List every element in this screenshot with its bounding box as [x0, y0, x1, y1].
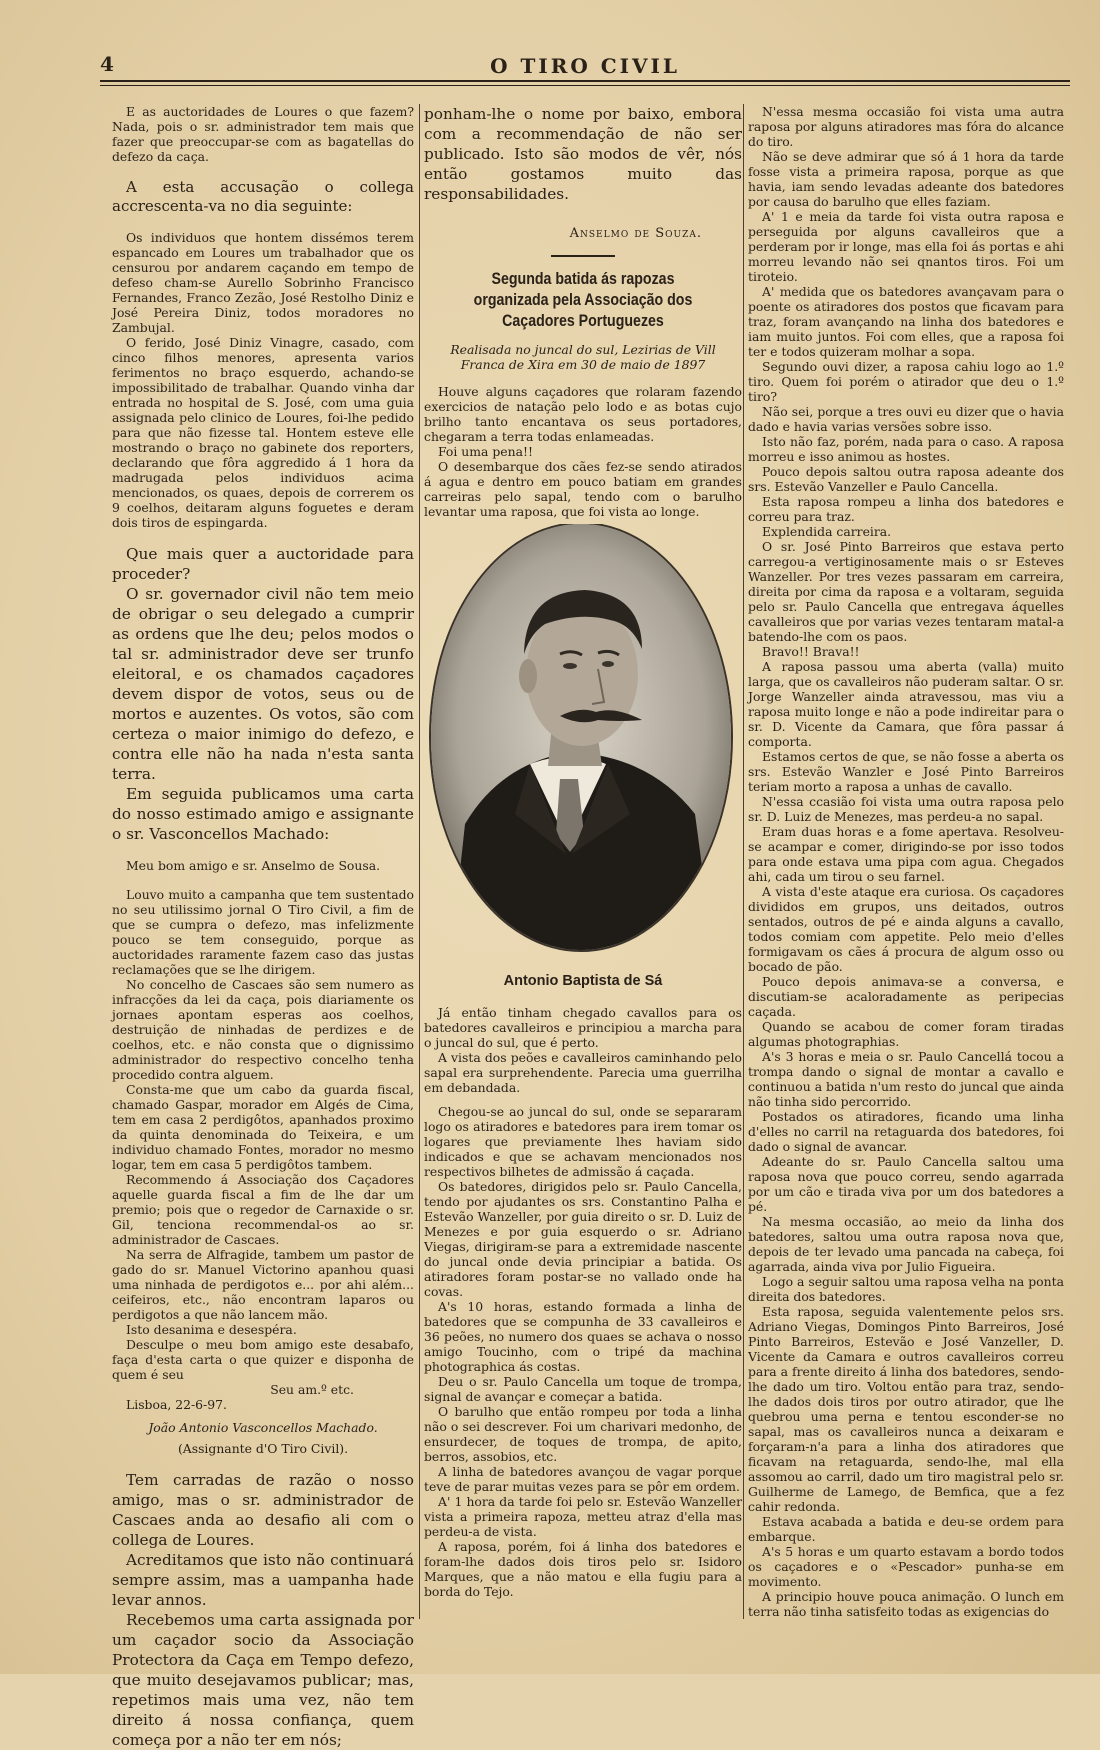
column-left [112, 104, 414, 1750]
paragraph: Não sei, porque a tres ouvi eu dizer que o havia dado e havia varias versões sobre isso. [748, 404, 1064, 434]
section-divider [551, 255, 615, 257]
paragraph: Que mais quer a auctoridade para proceder? [112, 545, 414, 583]
letter-note: (Assignante d'O Tiro Civil). [177, 1441, 349, 1456]
paragraph: O desembarque dos cães fez-se sendo atirados á agua e dentro em pouco batiam em grandes carreiras pelo sapal, tendo com o barulho levantar uma raposa, que foi vista ao longe. [424, 459, 742, 519]
paragraph: A' 1 e meia da tarde foi vista outra raposa e perseguida por alguns cavalleiros que a perderam por ir longe, mas ella foi ás portas e ahi morreu levando não sei qnantos tiros. Foi um tiroteio. [748, 209, 1064, 284]
page-header [100, 52, 1070, 92]
paragraph: N'essa mesma occasião foi vista uma autra raposa por alguns atiradores mas fóra do alcance do tiro. [748, 104, 1064, 149]
paragraph: Adeante do sr. Paulo Cancella saltou uma raposa nova que pouco correu, sendo agarrada por um cão e tirada viva por um dos batedores a pé. [748, 1154, 1064, 1214]
paragraph: O sr. governador civil não tem meio de obrigar o seu delegado a cumprir as ordens que lhe deu; pelos modos o tal sr. administrador deve ser trunfo eleitoral, e os chamados caçadores devem dispor de votos, seus ou de mortos e auzentes. Os votos, são com certeza o maior inimigo do defezo, e contra elle não ha nada n'esta santa terra. [112, 585, 414, 783]
paragraph: E as auctoridades de Loures o que fazem? Nada, pois o sr. administrador tem mais que fazer que preoccupar-se com as bagatellas do defezo da caça. [112, 104, 414, 164]
paragraph: A's 5 horas e um quarto estavam a bordo todos os caçadores e o «Pescador» punha-se em movimento. [748, 1544, 1064, 1589]
author-signature: Anselmo de Souza. [569, 226, 702, 241]
page-number: 4 [100, 52, 114, 76]
column-divider [743, 104, 744, 1619]
column-middle-bottom [424, 1104, 742, 1599]
paragraph: Desculpe o meu bom amigo este desabafo, faça d'esta carta o que quizer e disponha de quem é seu [112, 1337, 414, 1382]
paragraph: A vista d'este ataque era curiosa. Os caçadores divididos em grupos, uns deitados, outros sentados, outros de pé e ainda alguns a cavallo, todos comiam com appetite. Pelo meio d'elles formigavam os cães á procura de algum osso ou bocado de pão. [748, 884, 1064, 974]
paragraph: O barulho que então rompeu por toda a linha não o sei descrever. Foi um charivari medonho, de ensurdecer, de toques de trompa, de apito, berros, assobios, etc. [424, 1404, 742, 1464]
paragraph: A principio houve pouca animação. O lunch em terra não tinha satisfeito todas as exigencias do [748, 1589, 1064, 1619]
paragraph: Estava acabada a batida e deu-se ordem para embarque. [748, 1514, 1064, 1544]
paragraph: Isto não faz, porém, nada para o caso. A raposa morreu e isso animou as hostes. [748, 434, 1064, 464]
paragraph: Houve alguns caçadores que rolaram fazendo exercicios de natação pelo lodo e as botas cujo brilho tanto encantava os seus portadores, chegaram a terra todas enlameadas. [424, 384, 742, 444]
paragraph: Segundo ouvi dizer, a raposa cahiu logo ao 1.º tiro. Quem foi porém o atirador que deu o 1.º tiro? [748, 359, 1064, 404]
paragraph: A esta accusação o collega accrescenta-va no dia seguinte: [112, 178, 414, 215]
letter-closing: Seu am.º etc. [270, 1382, 354, 1397]
paragraph: Em seguida publicamos uma carta do nosso estimado amigo e assignante o sr. Vasconcellos Machado: [112, 785, 414, 843]
paragraph: Pouco depois saltou outra raposa adeante dos srs. Estevão Vanzeller e Paulo Cancella. [748, 464, 1064, 494]
paragraph: Logo a seguir saltou uma raposa velha na ponta direita dos batedores. [748, 1274, 1064, 1304]
paragraph: Foi uma pena!! [438, 444, 533, 459]
column-middle-lower [424, 1005, 742, 1095]
paragraph: Na serra de Alfragide, tambem um pastor de gado do sr. Manuel Victorino apanhou quasi uma ninhada de perdigotos e... por ahi além... ceifeiros, etc., não encontram laparos ou perdigotos a que não lancem mão. [112, 1247, 414, 1322]
paragraph: A' medida que os batedores avançavam para o poente os atiradores dos postos que ficavam para traz, foram avançando na linha dos batedores e iam muito juntos. Foi com elles, que a raposa foi ter e todos quizeram molhar a sopa. [748, 284, 1064, 359]
paragraph: Esta raposa rompeu a linha dos batedores e correu para traz. [748, 494, 1064, 524]
portrait-photo [420, 524, 742, 924]
portrait-caption: Antonio Baptista de Sá [503, 973, 663, 989]
paragraph: Esta raposa, seguida valentemente pelos srs. Adriano Viegas, Domingos Pinto Barreiros, José Pinto Barreiros, Estevão e José Vanzeller, D. Vicente da Camara e outros cavalleiros correu para a frente direito á linha dos batedores, sendo-lhe dado um tiro. Voltou então para traz, sendo-lhe dados dois tiros por outro atirador, que lhe quebrou uma perna e tentou esconder-se no sapal, mas os cavalleiros nunca a deixaram e forçaram-n'a para a linha dos atiradores que ficavam na retaguarda, sendo-lhe, mal ella assomou ao carril, dado um tiro magistral pelo sr. Guilherme de Lamego, de Bemfica, que a fez cahir redonda. [748, 1304, 1064, 1514]
paragraph: Eram duas horas e a fome apertava. Resolveu-se acampar e comer, dirigindo-se por isso todos para onde estava uma pipa com agua. Chegados ahi, cada um tirou o seu farnel. [748, 824, 1064, 884]
letter-signature: João Antonio Vasconcellos Machado. [148, 1420, 378, 1435]
paragraph: Recebemos uma carta assignada por um caçador socio da Associação Protectora da Caça em Tempo defezo, que muito desejavamos publicar; mas, repetimos mais uma vez, não tem direito á nossa confiança, quem começa por a não ter em nós; [112, 1611, 414, 1749]
column-middle [424, 104, 742, 519]
paragraph: A raposa, porém, foi á linha dos batedores e foram-lhe dados dois tiros pelo sr. Isidoro Marques, que a não matou e ella fugiu para a borda do Tejo. [424, 1539, 742, 1599]
paragraph: Postados os atiradores, ficando uma linha d'elles no carril na retaguarda dos batedores, foi dado o signal de avancar. [748, 1109, 1064, 1154]
paragraph: Recommendo á Associação dos Caçadores aquelle guarda fiscal a fim de lhe dar um premio; pois que o regedor de Carnaxide o sr. Gil, tenciona recommendal-os ao sr. administrador de Cascaes. [112, 1172, 414, 1247]
letter-date: Lisboa, 22-6-97. [126, 1397, 227, 1412]
paragraph: O sr. José Pinto Barreiros que estava perto carregou-a vertiginosamente mais o sr Esteves Wanzeller. Por tres vezes passaram em carreira, direita por cima da raposa e a voltaram, seguida pelo sr. Paulo Cancella que entregava áquelles cavalleiros que por varias vezes tentaram matal-a batendo-lhe com os paos. [748, 539, 1064, 644]
paragraph: Isto desanima e desespéra. [126, 1322, 297, 1337]
masthead-title: O TIRO CIVIL [490, 54, 680, 78]
paragraph: Na mesma occasião, ao meio da linha dos batedores, saltou uma outra raposa nova que, depois de ter levado uma pancada na cabeça, foi agarrada, ainda viva por Julio Figueira. [748, 1214, 1064, 1274]
paragraph: Bravo!! Brava!! [762, 644, 860, 659]
article-dateline: Realisada no juncal do sul, Lezirias de Vill Franca de Xira em 30 de maio de 1897 [450, 342, 716, 372]
paragraph: ponham-lhe o nome por baixo, embora com a recommendação de não ser publicado. Isto são modos de vêr, nós então gostamos muito das responsabilidades. [424, 105, 742, 203]
paragraph: Consta-me que um cabo da guarda fiscal, chamado Gaspar, morador em Algés de Cima, tem em casa 2 perdigôtos, apanhados proximo da quinta denominada do Teixeira, e um individuo chamado Fontes, morador no mesmo logar, tem em casa 5 perdigôtos tambem. [112, 1082, 414, 1172]
article-headline: Segunda batida ás rapozas organizada pela Associação dos Caçadores Portuguezes [473, 270, 693, 330]
paragraph: A raposa passou uma aberta (valla) muito larga, que os cavalleiros não puderam saltar. O sr. Jorge Wanzeller ainda atravessou, mas viu a raposa muito longe e não a pode indireitar para o sr. D. Vicente da Camara, que fôra passar á comporta. [748, 659, 1064, 749]
paragraph: Quando se acabou de comer foram tiradas algumas photographias. [748, 1019, 1064, 1049]
paragraph: Deu o sr. Paulo Cancella um toque de trompa, signal de avançar e começar a batida. [424, 1374, 742, 1404]
header-rule-thin [100, 85, 1070, 86]
column-right [748, 104, 1064, 1619]
paragraph: Acreditamos que isto não continuará sempre assim, mas a uampanha hade levar annos. [112, 1551, 414, 1609]
paragraph: Estamos certos de que, se não fosse a aberta os srs. Estevão Wanzler e José Pinto Barreiros teriam morto a raposa a unhas de cavallo. [748, 749, 1064, 794]
paragraph: Explendida carreira. [762, 524, 892, 539]
paragraph: Louvo muito a campanha que tem sustentado no seu utilissimo jornal O Tiro Civil, a fim de que se cumpra o defezo, mas infelizmente pouco se tem conseguido, porque as auctoridades raramente fazem caso das justas reclamações que se lhe dirigem. [112, 887, 414, 977]
paragraph: Os batedores, dirigidos pelo sr. Paulo Cancella, tendo por ajudantes os srs. Constantino Palha e Estevão Wanzeller, por guia direito o sr. D. Luiz de Menezes e por guia esquerdo o sr. Adriano Viegas, dirigiram-se para a extremidade nascente do juncal onde devia principiar a batida. Os atiradores foram postar-se no vallado onde ha covas. [424, 1179, 742, 1299]
paragraph: A vista dos peões e cavalleiros caminhando pelo sapal era surprehendente. Parecia uma guerrilha em debandada. [424, 1050, 742, 1095]
paragraph: A' 1 hora da tarde foi pelo sr. Estevão Wanzeller vista a primeira rapoza, metteu atraz d'ella mas perdeu-a de vista. [424, 1494, 742, 1539]
paragraph: Já então tinham chegado cavallos para os batedores cavalleiros e principiou a marcha para o juncal do sul, que é perto. [424, 1005, 742, 1050]
paragraph: Chegou-se ao juncal do sul, onde se separaram logo os atiradores e batedores para irem tomar os logares que previamente lhes haviam sido indicados e que se achavam mencionados nos respectivos bilhetes de admissão á caçada. [424, 1104, 742, 1179]
letter-salutation: Meu bom amigo e sr. Anselmo de Sousa. [126, 858, 381, 873]
paragraph: N'essa ccasião foi vista uma outra raposa pelo sr. D. Luiz de Menezes, mas perdeu-a no sapal. [748, 794, 1064, 824]
paragraph: A's 3 horas e meia o sr. Paulo Cancellá tocou a trompa dando o signal de montar a cavallo e continuou a batida n'um resto do juncal que ainda não tinha sido percorrido. [748, 1049, 1064, 1109]
paragraph: A's 10 horas, estando formada a linha de batedores que se compunha de 33 cavalleiros e 36 peões, no numero dos quaes se achava o nosso amigo Toucinho, com o tripé da machina photographica ás costas. [424, 1299, 742, 1374]
paragraph: O ferido, José Diniz Vinagre, casado, com cinco filhos menores, apresenta varios ferimentos no braço esquerdo, achando-se impossibilitado de trabalhar. Quando vinha dar entrada no hospital de S. José, com uma guia assignada pelo clinico de Loures, foi-lhe pedido para que não fizesse tal. Hontem esteve elle mostrando o braço no gabinete dos reporters, declarando que fôra aggredido á 1 hora da madrugada pelos individuos acima mencionados, os quaes, depois de correrem os 9 coelhos, deitaram alguns foguetes e deram dois tiros de espingarda. [112, 335, 414, 530]
paragraph: A linha de batedores avançou de vagar porque teve de parar muitas vezes para se pôr em ordem. [424, 1464, 742, 1494]
paragraph: Não se deve admirar que só á 1 hora da tarde fosse vista a primeira raposa, porque as que havia, iam sendo levadas adeante dos batedores por causa do barulho que elles faziam. [748, 149, 1064, 209]
paragraph: No concelho de Cascaes são sem numero as infracções da lei da caça, pois diariamente os jornaes apontam esperas aos coelhos, destruição de ninhadas de perdizes e de coelhos, etc. e não consta que o dignissimo administrador do respectivo concelho tenha procedido contra alguem. [112, 977, 414, 1082]
paragraph: Os individuos que hontem dissémos terem espancado em Loures um trabalhador que os censurou por andarem caçando em tempo de defeso cham-se Aurello Sobrinho Francisco Fernandes, Franco Zezão, José Restolho Diniz e José Pereira Diniz, todos moradores no Zambujal. [112, 230, 414, 335]
paragraph: Pouco depois animava-se a conversa, e discutiam-se acaloradamente as peripecias caçada. [748, 974, 1064, 1019]
header-rule [100, 80, 1070, 82]
paragraph: Tem carradas de razão o nosso amigo, mas o sr. administrador de Cascaes anda ao desafio ali com o collega de Loures. [112, 1471, 414, 1549]
